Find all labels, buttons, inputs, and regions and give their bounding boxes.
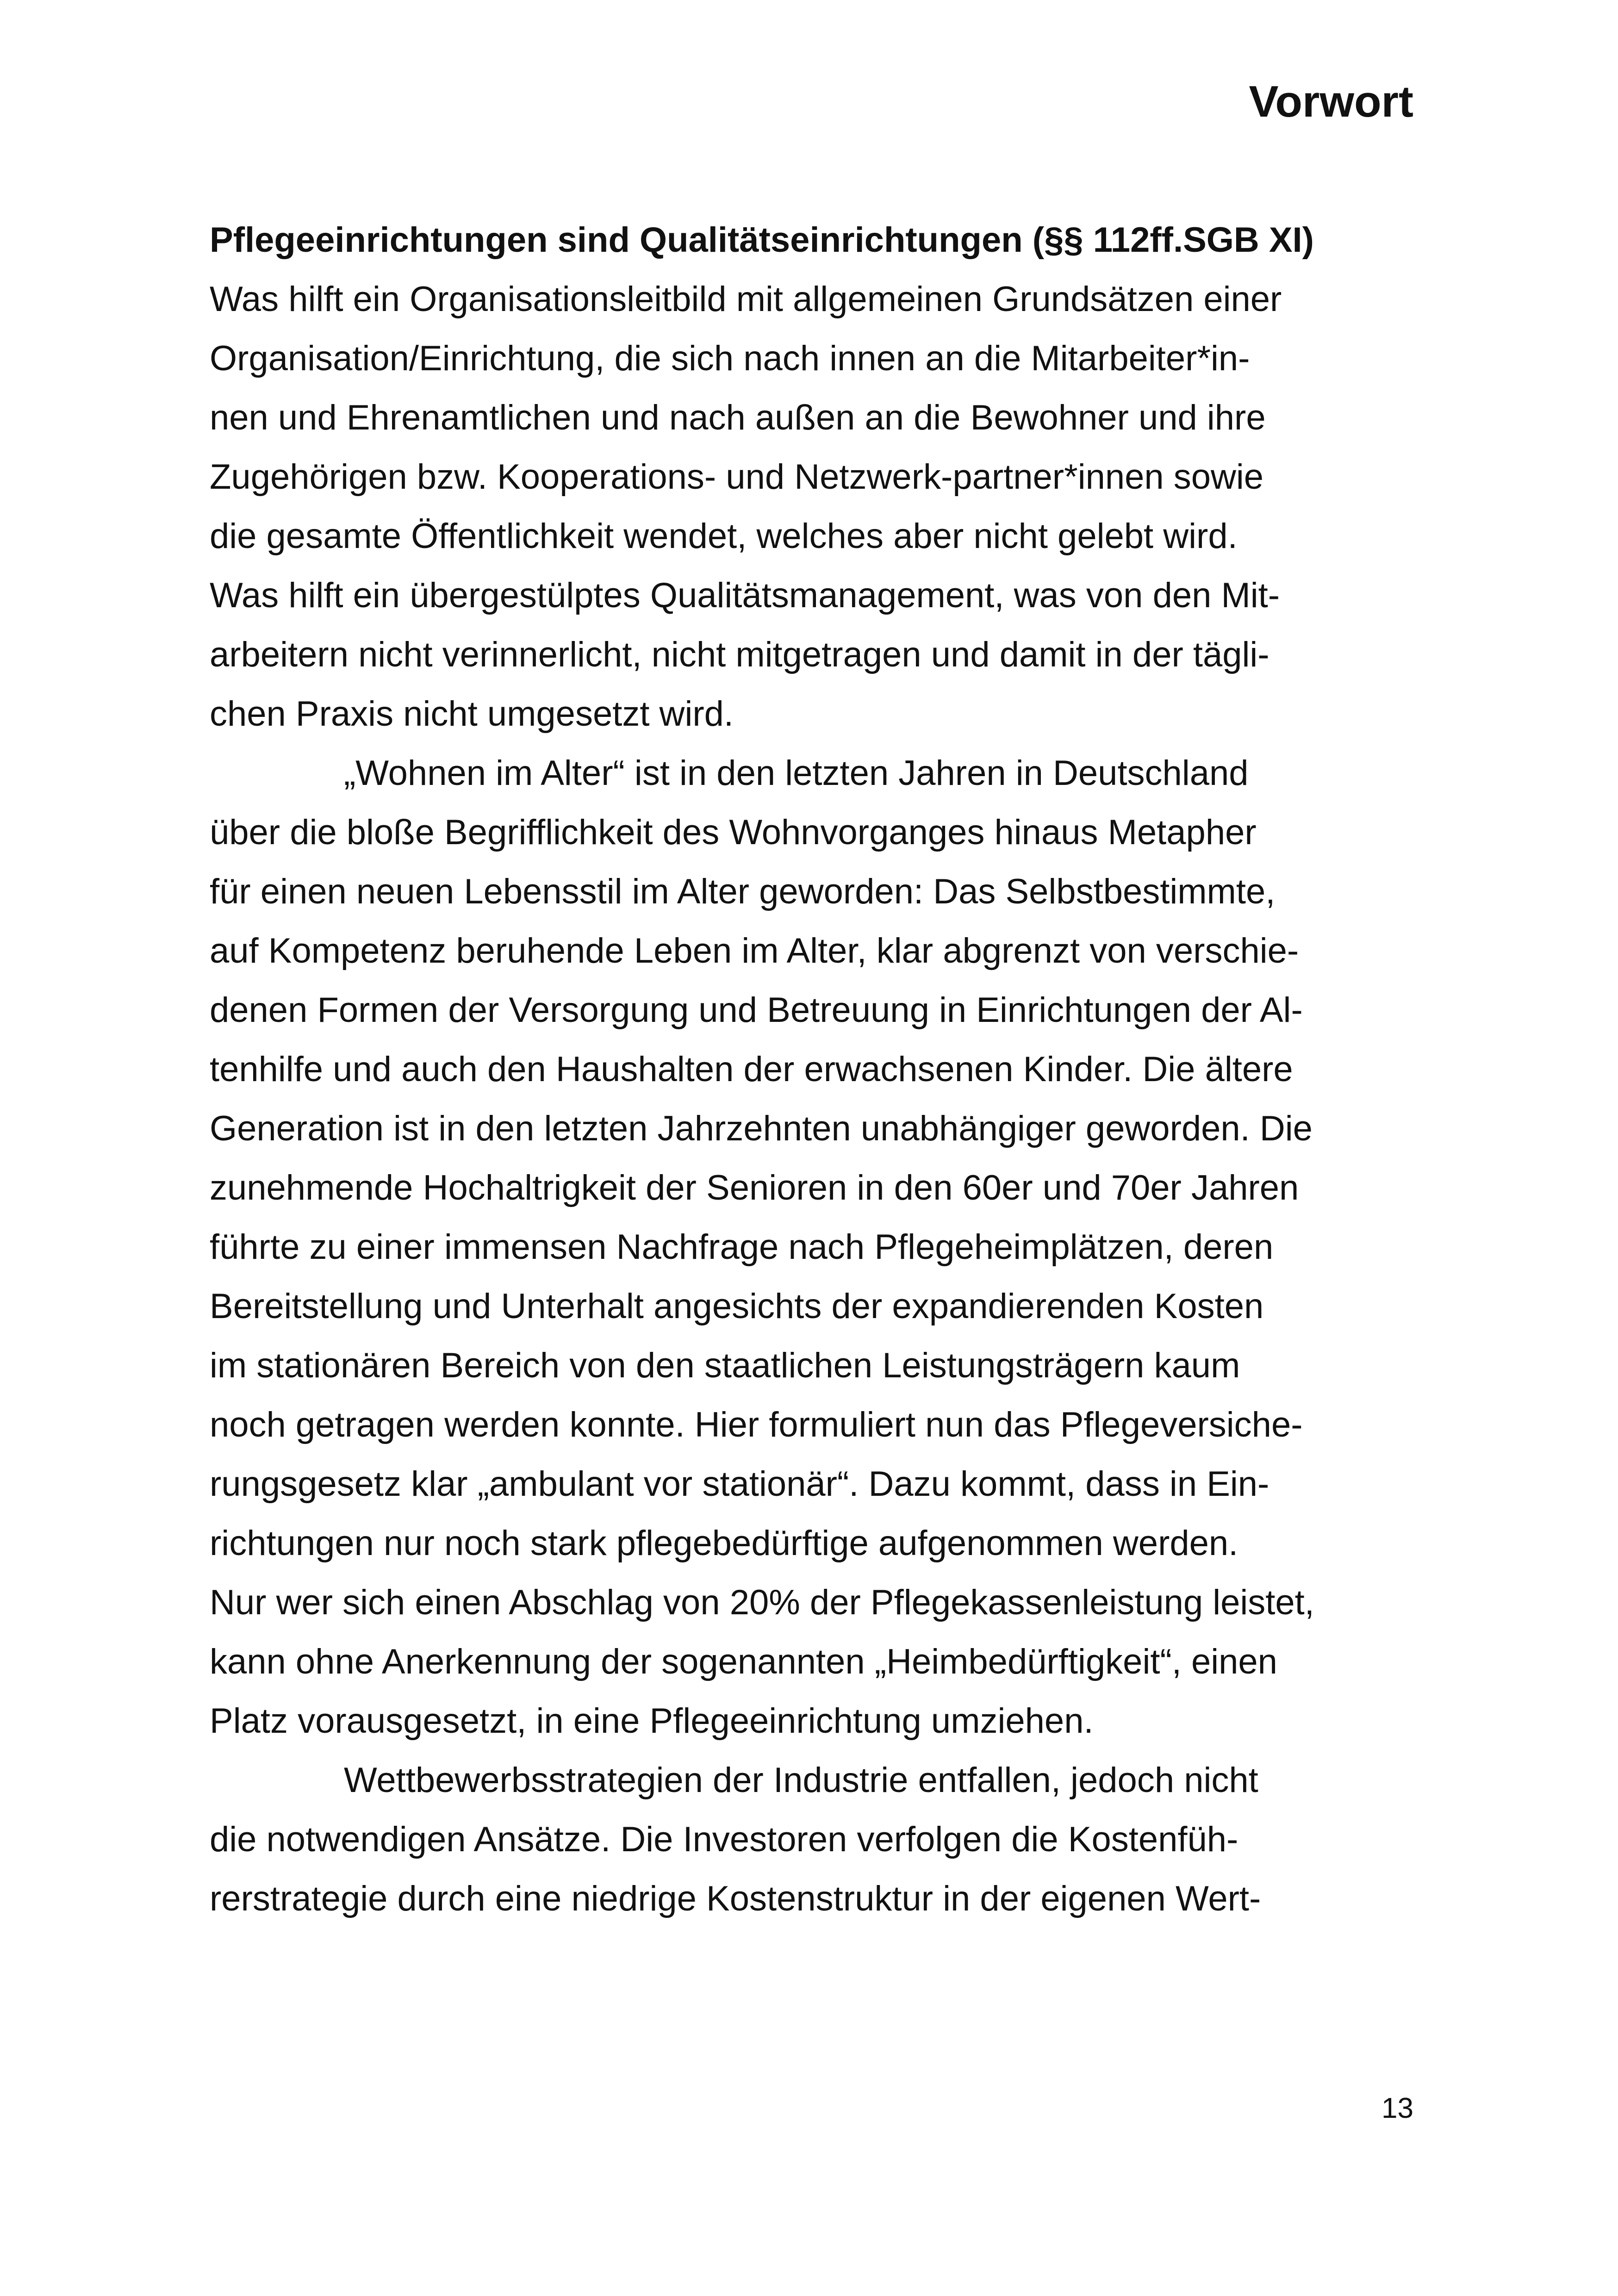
text-line: die gesamte Öffentlichkeit wendet, welches aber nicht gelebt wird. [210, 516, 1238, 556]
text-line: Platz vorausgesetzt, in eine Pflegeeinrichtung umziehen. [210, 1701, 1094, 1741]
section-heading: Pflegeeinrichtungen sind Qualitätseinrichtungen (§§ 112ff.SGB XI) [210, 220, 1314, 260]
text-line: chen Praxis nicht umgesetzt wird. [210, 694, 734, 734]
text-line: zunehmende Hochaltrigkeit der Senioren in den 60er und 70er Jahren [210, 1168, 1299, 1207]
text-line: im stationären Bereich von den staatlichen Leistungsträgern kaum [210, 1346, 1240, 1385]
text-line: Organisation/Einrichtung, die sich nach innen an die Mitarbeiter*in- [210, 339, 1250, 378]
text-line: Generation ist in den letzten Jahrzehnten unabhängiger geworden. Die [210, 1109, 1313, 1148]
text-line: Was hilft ein Organisationsleitbild mit allgemeinen Grundsätzen einer [210, 280, 1282, 319]
text-line: die notwendigen Ansätze. Die Investoren verfolgen die Kostenfüh- [210, 1820, 1238, 1859]
text-line: „Wohnen im Alter“ ist in den letzten Jahren in Deutschland [344, 753, 1249, 793]
body-text [210, 211, 1418, 1929]
text-line: Nur wer sich einen Abschlag von 20% der Pflegekassenleistung leistet, [210, 1583, 1314, 1622]
text-line: Was hilft ein übergestülptes Qualitätsmanagement, was von den Mit- [210, 576, 1280, 615]
text-line: Wettbewerbsstrategien der Industrie entfallen, jedoch nicht [344, 1761, 1258, 1800]
text-line: noch getragen werden konnte. Hier formuliert nun das Pflegeversiche- [210, 1405, 1303, 1444]
text-line: führte zu einer immensen Nachfrage nach Pflegeheimplätzen, deren [210, 1227, 1274, 1267]
text-line: für einen neuen Lebensstil im Alter geworden: Das Selbstbestimmte, [210, 872, 1276, 911]
text-line: kann ohne Anerkennung der sogenannten „Heimbedürftigkeit“, einen [210, 1642, 1277, 1681]
text-line: richtungen nur noch stark pflegebedürftige aufgenommen werden. [210, 1524, 1238, 1563]
text-line: tenhilfe und auch den Haushalten der erwachsenen Kinder. Die ältere [210, 1050, 1293, 1089]
text-line: Zugehörigen bzw. Kooperations- und Netzwerk-partner*innen sowie [210, 457, 1264, 497]
text-line: über die bloße Begrifflichkeit des Wohnvorganges hinaus Metapher [210, 813, 1257, 852]
text-line: nen und Ehrenamtlichen und nach außen an die Bewohner und ihre [210, 398, 1266, 437]
text-line: auf Kompetenz beruhende Leben im Alter, klar abgrenzt von verschie- [210, 931, 1299, 971]
text-line: rungsgesetz klar „ambulant vor stationär“. Dazu kommt, dass in Ein- [210, 1464, 1270, 1504]
text-line: rerstrategie durch eine niedrige Kostenstruktur in der eigenen Wert- [210, 1879, 1261, 1918]
running-header: Vorwort [1249, 77, 1413, 126]
text-line: denen Formen der Versorgung und Betreuung in Einrichtungen der Al- [210, 990, 1303, 1030]
text-line: Bereitstellung und Unterhalt angesichts der expandierenden Kosten [210, 1287, 1264, 1326]
text-line: arbeitern nicht verinnerlicht, nicht mitgetragen und damit in der tägli- [210, 635, 1270, 674]
page-number: 13 [1382, 2092, 1413, 2124]
